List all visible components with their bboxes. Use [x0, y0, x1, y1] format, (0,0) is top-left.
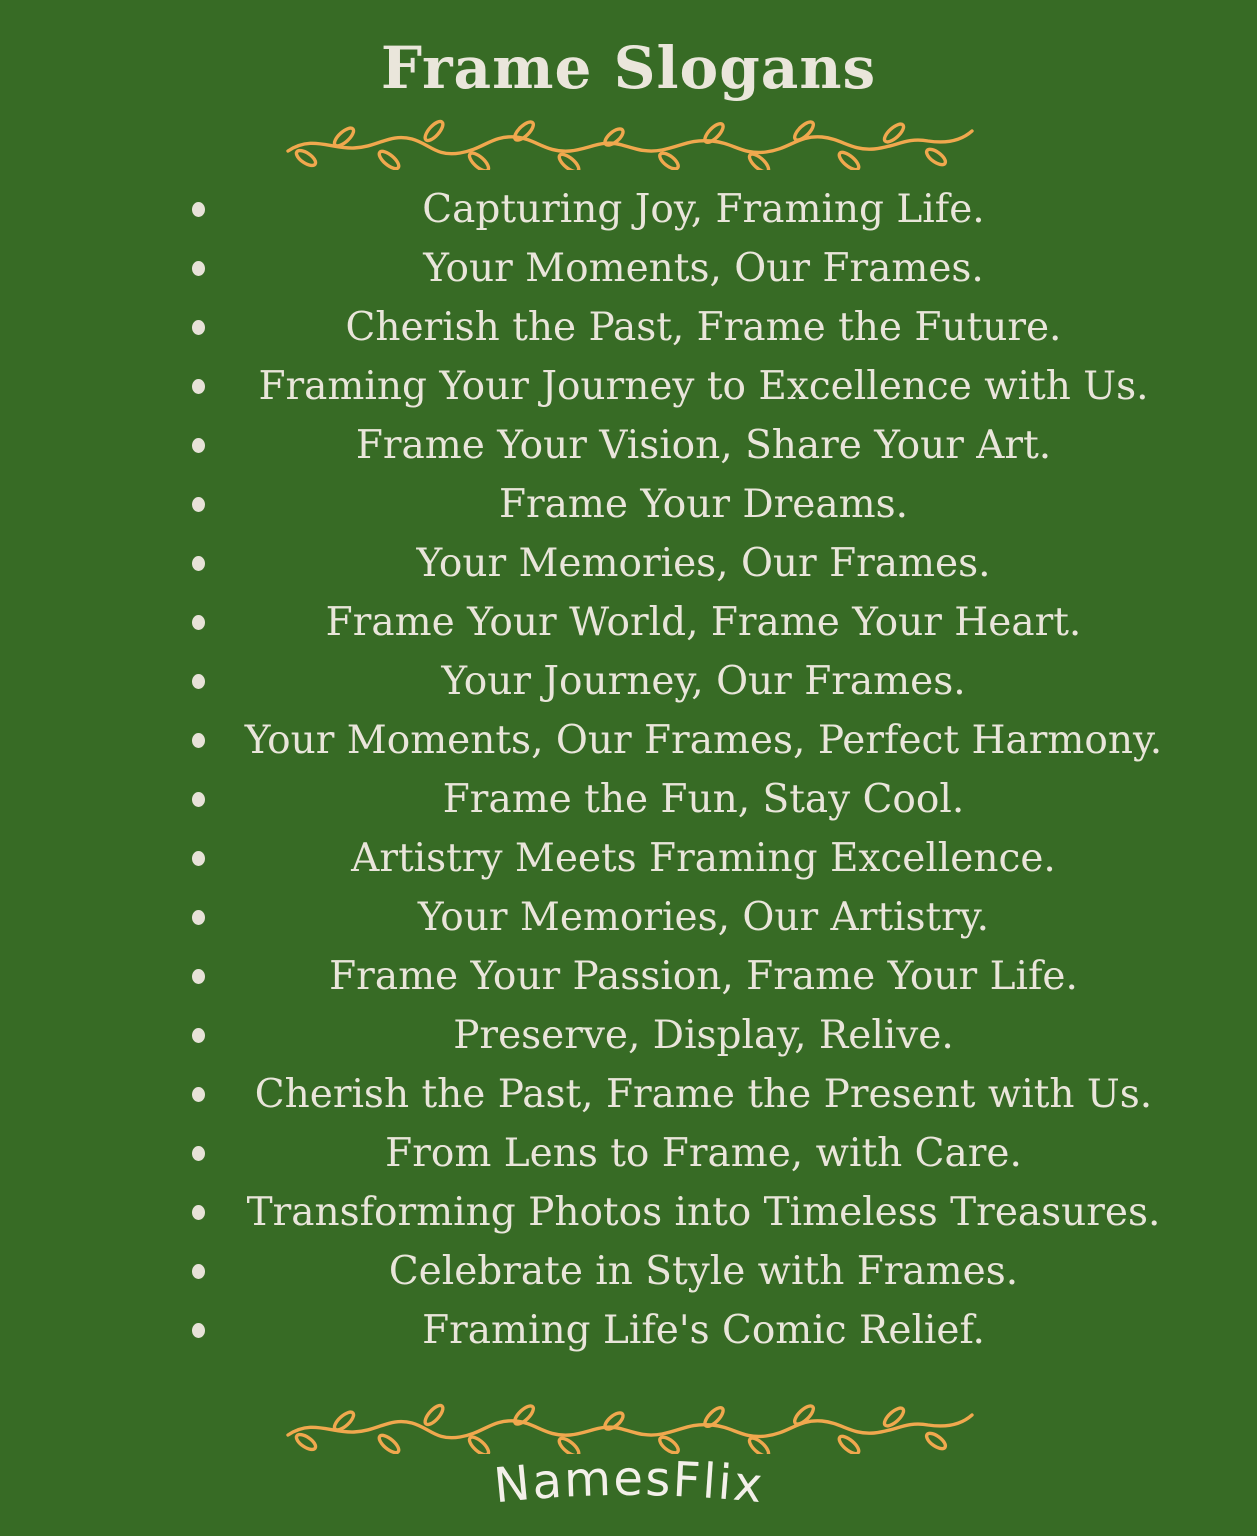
bullet-dot-icon	[192, 1323, 205, 1338]
slogan-text: Your Memories, Our Frames.	[416, 540, 991, 586]
slogan-item	[0, 593, 1257, 652]
slogan-item	[0, 475, 1257, 534]
slogan-item	[0, 770, 1257, 829]
slogan-item	[0, 534, 1257, 593]
bullet-dot-icon	[192, 1146, 205, 1161]
slogan-text: Cherish the Past, Frame the Present with Us.	[254, 1071, 1153, 1117]
page-title: Frame Slogans	[380, 34, 877, 102]
slogan-text: Preserve, Display, Relive.	[453, 1012, 954, 1058]
svg-text:NamesFlix	[491, 1454, 766, 1514]
bullet-dot-icon	[192, 497, 205, 512]
brand-name	[0, 1454, 1257, 1534]
slogan-list	[0, 180, 1257, 1360]
slogan-item	[0, 1301, 1257, 1360]
slogan-text: Your Moments, Our Frames.	[423, 245, 984, 291]
slogan-item	[0, 1065, 1257, 1124]
bullet-dot-icon	[192, 792, 205, 807]
bullet-dot-icon	[192, 320, 205, 335]
slogan-text: Frame Your Passion, Frame Your Life.	[329, 953, 1078, 999]
slogan-text: Framing Your Journey to Excellence with Us.	[258, 363, 1149, 409]
brand-text: NamesFlix	[490, 1453, 767, 1514]
bullet-dot-icon	[192, 1087, 205, 1102]
bullet-dot-icon	[192, 733, 205, 748]
slogan-item	[0, 1242, 1257, 1301]
slogan-item	[0, 357, 1257, 416]
bullet-dot-icon	[192, 202, 205, 217]
slogan-item	[0, 298, 1257, 357]
slogan-text: Frame Your Dreams.	[498, 481, 909, 527]
slogan-text: Frame the Fun, Stay Cool.	[442, 776, 965, 822]
bullet-dot-icon	[192, 1205, 205, 1220]
slogan-text: Frame Your Vision, Share Your Art.	[355, 422, 1052, 468]
vine-divider-icon	[284, 118, 974, 170]
bullet-dot-icon	[192, 438, 205, 453]
slogan-item	[0, 711, 1257, 770]
slogan-text: Your Memories, Our Artistry.	[417, 894, 990, 940]
slogan-item	[0, 416, 1257, 475]
vine-divider-top	[0, 118, 1257, 170]
bullet-dot-icon	[192, 851, 205, 866]
slogan-item	[0, 652, 1257, 711]
bullet-dot-icon	[192, 615, 205, 630]
bullet-dot-icon	[192, 674, 205, 689]
slogan-text: Framing Life's Comic Relief.	[422, 1307, 985, 1353]
slogan-text: Cherish the Past, Frame the Future.	[345, 304, 1062, 350]
bullet-dot-icon	[192, 1028, 205, 1043]
vine-divider-bottom	[0, 1402, 1257, 1454]
slogan-text: From Lens to Frame, with Care.	[385, 1130, 1022, 1176]
slogan-text: Your Journey, Our Frames.	[441, 658, 966, 704]
slogan-text: Capturing Joy, Framing Life.	[422, 186, 985, 232]
brand-wordmark	[399, 1454, 859, 1534]
slogan-item	[0, 829, 1257, 888]
slogan-text: Your Moments, Our Frames, Perfect Harmony.	[244, 717, 1163, 763]
bullet-dot-icon	[192, 379, 205, 394]
slogan-text: Celebrate in Style with Frames.	[388, 1248, 1019, 1294]
bullet-dot-icon	[192, 1264, 205, 1279]
bullet-dot-icon	[192, 261, 205, 276]
slogan-text: Frame Your World, Frame Your Heart.	[325, 599, 1082, 645]
slogan-text: Transforming Photos into Timeless Treasures.	[246, 1189, 1161, 1235]
slogan-text: Artistry Meets Framing Excellence.	[351, 835, 1056, 881]
slogan-item	[0, 1183, 1257, 1242]
vine-divider-icon	[284, 1402, 974, 1454]
bullet-dot-icon	[192, 556, 205, 571]
slogan-item	[0, 1124, 1257, 1183]
slogan-item	[0, 180, 1257, 239]
bullet-dot-icon	[192, 969, 205, 984]
slogan-item	[0, 888, 1257, 947]
slogan-item	[0, 239, 1257, 298]
slogan-item	[0, 947, 1257, 1006]
bullet-dot-icon	[192, 910, 205, 925]
slogan-item	[0, 1006, 1257, 1065]
